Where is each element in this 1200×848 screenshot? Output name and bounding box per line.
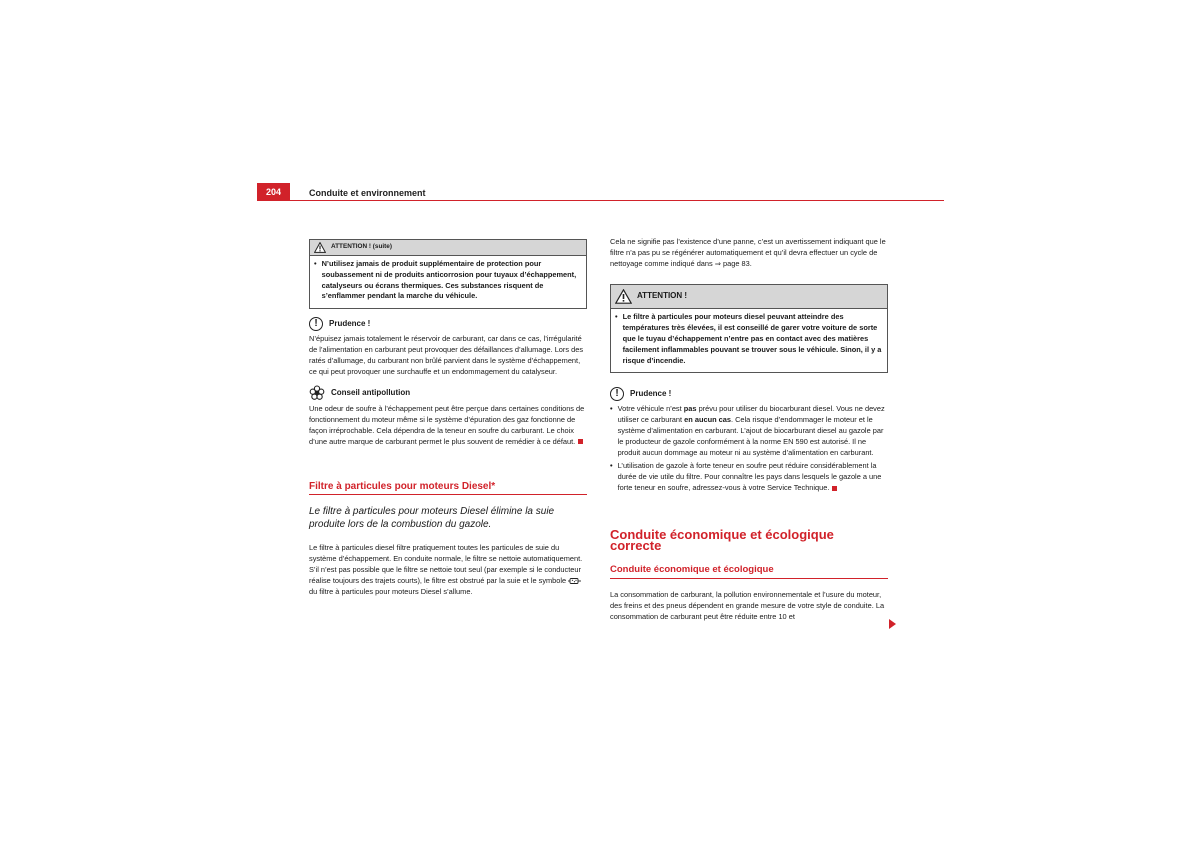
continue-arrow-icon <box>889 619 896 629</box>
warning-text: N’utilisez jamais de produit supplémentaire de protection pour soubassement ni de produits anticorrosion pour tuyaux d’échappement, catalyseurs ou écrans thermiques. Ces substances risquent de s’enflammer pendant la marche du véhicule. <box>321 259 577 301</box>
section-body <box>309 543 587 597</box>
caution-bullet-1-part: . Cela risque d’endommager le moteur et le système d’alimentation en carburant. L’ajout de biocarburant diesel au gazole par le producteur de gazole conformément à la norme EN 590 est autorisé. Il ne produit aucun dommage au moteur ni au système d’alimentation en carburant. <box>617 415 884 457</box>
caution-title: Prudence ! <box>630 388 672 398</box>
environment-text <box>309 404 587 447</box>
caution-bullet-1-part: prévu pour utiliser du biocarburant diesel. Vous ne devez utiliser ce carburant <box>617 404 885 425</box>
caution-bullet-1-part: Votre véhicule n’est <box>617 404 682 414</box>
caution-bullet-2 <box>618 461 888 493</box>
end-mark-icon <box>578 439 583 444</box>
subsection-body: La consommation de carburant, la pollution environnementale et l’usure du moteur, des freins et des pneus dépendent en grande mesure de votre style de conduite. La consommation de carburant peut être réduite entre 10 et <box>610 590 885 621</box>
bullet-icon: • <box>314 259 317 268</box>
warning-label: ATTENTION ! <box>637 291 688 301</box>
warning-box <box>610 284 888 373</box>
caution-title: Prudence ! <box>329 318 371 328</box>
warning-text: Le filtre à particules pour moteurs diesel peuvant atteindre des températures très élevées, il est conseillé de garer votre voiture de sorte que le tuyau d’échappement n’entre pas en contact avec des matières facilement inflammables pouvant se trouver sous le véhicule. Sinon, il y a risque d’incendie. <box>622 312 882 365</box>
warning-box-header <box>310 240 586 256</box>
list-item <box>615 312 883 366</box>
section-title: Filtre à particules pour moteurs Diesel* <box>309 482 587 496</box>
bullet-icon: • <box>610 404 613 414</box>
environment-title: Conseil antipollution <box>331 387 411 397</box>
warning-box-continued <box>309 239 587 309</box>
subsection-title: Conduite économique et écologique <box>610 565 888 579</box>
caution-bullet-1 <box>618 404 888 458</box>
exclamation-circle-icon: ! <box>309 317 323 331</box>
caution-heading <box>309 317 587 331</box>
caution-heading <box>610 387 888 401</box>
environment-heading <box>309 385 587 401</box>
warning-triangle-icon <box>314 242 326 253</box>
list-item <box>610 404 888 458</box>
caution-text: N’épuisez jamais totalement le réservoir de carburant, car dans ce cas, l’irrégularité de l’alimentation en carburant peut provoquer des défaillances d’allumage. Lors des ratés d’allumage, du carburant non brûlé parvient dans le système d’échappement, ce qui peut provoquer une surchauffe et un endommagement du catalyseur. <box>309 334 584 376</box>
flower-icon <box>309 385 325 401</box>
warning-box-body <box>611 309 887 372</box>
exclamation-circle-icon: ! <box>610 387 624 401</box>
continued-text: Cela ne signifie pas l’existence d’une panne, c’est un avertissement indiquant que le filtre n’a pas pu se régénérer automatiquement et qu’il devra effectuer un cycle de nettoyage comme indiqué dans ⇒ page 83. <box>610 237 886 268</box>
section-body-part1: Le filtre à particules diesel filtre pratiquement toutes les particules de suie du système d’échappement. En conduite normale, le filtre se nettoie automatiquement. S’il n’est pas possible que le filtre se nettoie tout seul (par exemple si le conducteur réalise toujours des trajets courts), le filtre est obstrué par la suie et le symbole <box>309 543 583 585</box>
header-rule <box>257 200 944 201</box>
warning-box-header <box>611 285 887 309</box>
caution-bullet-2-text: L’utilisation de gazole à forte teneur en soufre peut réduire considérablement la durée de vie utile du filtre. Pour connaître les pays dans lesquels le gazole a une forte teneur en soufre, adressez-vous à votre Service Technique. <box>617 461 882 492</box>
list-item <box>314 259 582 302</box>
right-column <box>610 237 888 627</box>
warning-label: ATTENTION ! (suite) <box>331 243 392 251</box>
warning-box-body <box>310 256 586 308</box>
bullet-icon: • <box>615 312 618 322</box>
bullet-icon: • <box>610 461 613 471</box>
section-body-part2: du filtre à particules pour moteurs Diesel s’allume. <box>309 586 473 596</box>
caution-bullet-1-bold: en aucun cas <box>684 415 731 425</box>
page-number: 204 <box>257 183 290 201</box>
caution-bullet-1-bold: pas <box>683 404 697 414</box>
environment-text-content: Une odeur de soufre à l’échappement peut être perçue dans certaines conditions de fonctionnement du moteur même si le système d’épuration des gaz fonctionne de façon irréprochable. Cela dépendra de la teneur en soufre du carburant. Le choix d’une autre marque de carburant permet le plus souvent de remédier à ce défaut. <box>309 404 585 446</box>
page-header-title: Conduite et environnement <box>309 188 426 198</box>
end-mark-icon <box>832 486 837 491</box>
list-item <box>610 461 888 493</box>
diesel-particle-filter-icon <box>568 577 581 585</box>
section-intro: Le filtre à particules pour moteurs Diesel élimine la suie produite lors de la combustion du gazole. <box>309 506 555 531</box>
left-column <box>309 239 587 601</box>
warning-triangle-icon <box>615 289 632 304</box>
chapter-title: Conduite économique et écologique correcte <box>610 526 834 553</box>
